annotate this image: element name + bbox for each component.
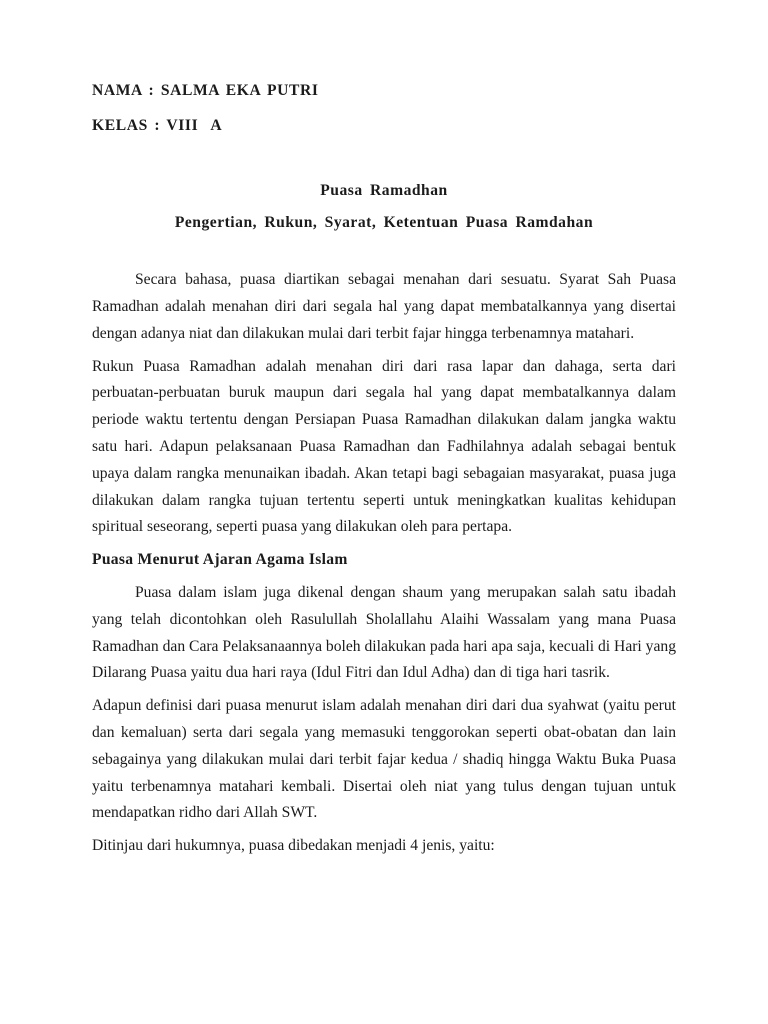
section-heading-puasa-menurut-islam: Puasa Menurut Ajaran Agama Islam <box>92 551 348 569</box>
student-class-line: KELAS : VIII A <box>92 116 223 134</box>
paragraph-definition-bahasa: Secara bahasa, puasa diartikan sebagai menahan dari sesuatu. Syarat Sah Puasa Ramadhan adalah menahan diri dari segala hal yang dapat membatalkannya yang disertai dengan adanya niat dan dilakukan mulai dari terbit fajar hingga terbenamnya matahari. <box>92 271 676 342</box>
paragraph-rukun-puasa: Rukun Puasa Ramadhan adalah menahan diri dari rasa lapar dan dahaga, serta dari perbuatan-perbuatan buruk maupun dari segala hal yang dapat membatalkannya dalam periode waktu tertentu dengan Persiapan Puasa Ramadhan dilakukan dalam jangka waktu satu hari. Adapun pelaksanaan Puasa Ramadhan dan Fadhilahnya adalah sebagai bentuk upaya dalam rangka menunaikan ibadah. Akan tetapi bagi sebagaian masyarakat, puasa juga dilakukan dalam rangka tujuan tertentu seperti untuk meningkatkan kualitas kehidupan spiritual seseorang, seperti puasa yang dilakukan oleh para pertapa. <box>92 357 676 536</box>
student-info <box>92 78 676 140</box>
paragraph-definisi-menurut-islam: Adapun definisi dari puasa menurut islam adalah menahan diri dari dua syahwat (yaitu perut dan kemaluan) serta dari segala yang memasuki tenggorokan seperti obat-obatan dan lain sebagainya yang dilakukan mulai dari terbit fajar kedua / shadiq hingga Waktu Buka Puasa yaitu terbenamnya matahari kembali. Disertai oleh niat yang tulus dengan tujuan untuk mendapatkan ridho dari Allah SWT. <box>92 697 676 822</box>
student-name-line: NAMA : SALMA EKA PUTRI <box>92 82 319 99</box>
document-title: Puasa Ramadhan <box>320 181 448 199</box>
document-subtitle: Pengertian, Rukun, Syarat, Ketentuan Puasa Ramdahan <box>174 214 594 232</box>
paragraph-jenis-puasa-intro: Ditinjau dari hukumnya, puasa dibedakan menjadi 4 jenis, yaitu: <box>92 837 495 855</box>
paragraph-puasa-dalam-islam: Puasa dalam islam juga dikenal dengan shaum yang merupakan salah satu ibadah yang telah dicontohkan oleh Rasulullah Sholallahu Alaihi Wassalam yang mana Puasa Ramadhan dan Cara Pelaksanaannya boleh dilakukan pada hari apa saja, kecuali di Hari yang Dilarang Puasa yaitu dua hari raya (Idul Fitri dan Idul Adha) dan di tiga hari tasrik. <box>92 583 676 682</box>
